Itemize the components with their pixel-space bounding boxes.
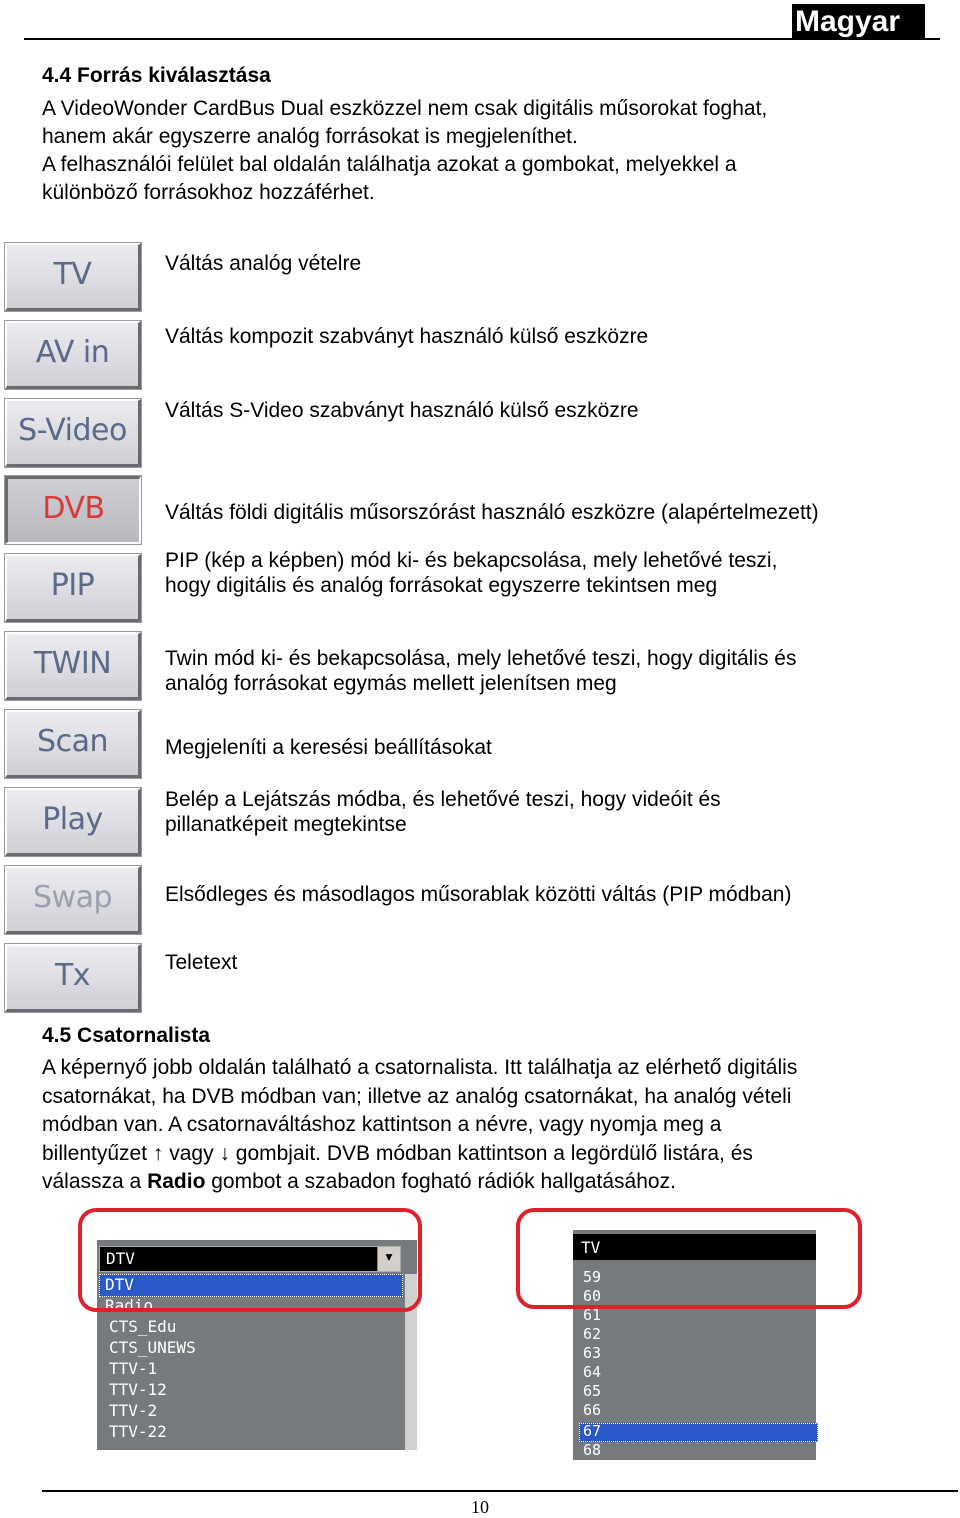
page-number: 10 [471, 1497, 489, 1517]
intro-line: A felhasználói felület bal oldalán találhatja azokat a gombokat, melyekkel a [42, 153, 737, 176]
twin-description [165, 646, 945, 696]
highlight-box-dvb [78, 1208, 422, 1312]
dvb-option[interactable]: TTV-22 [109, 1422, 167, 1441]
tv-channel[interactable]: 61 [583, 1306, 602, 1324]
section-title-source: 4.4 Forrás kiválasztása [42, 64, 271, 87]
arrow-down-icon: ↓ [219, 1141, 230, 1165]
channel-line-part: gombjait. DVB módban kattintson a legördülő listára, és [229, 1141, 753, 1165]
play-button-label: Play [42, 802, 103, 837]
twin-button-label: TWIN [33, 646, 112, 681]
tv-channel[interactable]: 65 [583, 1382, 602, 1400]
scan-description: Megjeleníti a keresési beállításokat [165, 736, 492, 759]
radio-keyword: Radio [147, 1170, 206, 1193]
twin-description-line: analóg forrásokat egymás mellett jelenítsen meg [165, 672, 617, 695]
teletext-button[interactable] [5, 944, 141, 1012]
tv-channel[interactable]: 62 [583, 1325, 602, 1343]
channel-list-paragraph [42, 1054, 942, 1197]
dvb-description: Váltás földi digitális műsorszórást használó eszközre (alapértelmezett) [165, 501, 819, 524]
tv-button[interactable] [5, 243, 141, 311]
chevron-down-icon: ▼ [383, 1250, 395, 1264]
pip-description-line: PIP (kép a képben) mód ki- és bekapcsolása, mely lehetővé teszi, [165, 549, 778, 572]
source-dropdown-value: DTV [106, 1249, 135, 1268]
tv-selected-row [579, 1423, 818, 1442]
dvb-option[interactable]: CTS_Edu [109, 1317, 177, 1336]
intro-line: különböző forrásokhoz hozzáférhet. [42, 181, 375, 204]
highlight-box-tv [516, 1208, 862, 1309]
pip-button[interactable] [5, 554, 141, 622]
pip-description-line: hogy digitális és analóg forrásokat egyszerre tekintsen meg [165, 574, 718, 597]
channel-line: A képernyő jobb oldalán található a csatornalista. Itt találhatja az elérhető digitális [42, 1056, 798, 1079]
dvb-option[interactable]: DTV [105, 1275, 134, 1294]
dvb-option[interactable]: TTV-1 [109, 1359, 158, 1378]
intro-paragraph [42, 95, 942, 207]
av-in-button[interactable] [5, 321, 141, 389]
play-description [165, 787, 945, 837]
scan-button-label: Scan [37, 724, 108, 759]
tv-channel[interactable]: 64 [583, 1363, 602, 1381]
swap-button[interactable] [5, 866, 141, 934]
intro-line: A VideoWonder CardBus Dual eszközzel nem csak digitális műsorokat foghat, [42, 97, 768, 120]
channel-line [42, 1170, 676, 1193]
channel-line: módban van. A csatornaváltáshoz kattintson a névre, vagy nyomja meg a [42, 1113, 722, 1136]
arrow-up-icon: ↑ [152, 1141, 164, 1165]
teletext-button-label: Tx [54, 958, 91, 993]
dvb-option[interactable]: TTV-12 [109, 1380, 167, 1399]
tv-channel[interactable]: 60 [583, 1287, 602, 1305]
swap-button-label: Swap [32, 880, 112, 915]
tv-channel[interactable]: 63 [583, 1344, 602, 1362]
tv-button-label: TV [53, 257, 92, 292]
channel-line-part: gombot a szabadon fogható rádiók hallgatásához. [205, 1170, 676, 1193]
twin-description-line: Twin mód ki- és bekapcsolása, mely lehetővé teszi, hogy digitális és [165, 647, 797, 670]
s-video-button[interactable] [5, 399, 141, 467]
play-description-line: pillanatképeit megtekintse [165, 813, 407, 836]
intro-line: hanem akár egyszerre analóg forrásokat is megjeleníthet. [42, 125, 578, 148]
dvb-button[interactable] [5, 476, 141, 544]
channel-line [42, 1142, 753, 1165]
tv-description: Váltás analóg vételre [165, 252, 362, 275]
channel-line-part: válassza a [42, 1170, 148, 1193]
twin-button[interactable] [5, 632, 141, 700]
tv-channel[interactable]: 66 [583, 1401, 602, 1419]
dvb-option[interactable]: Radio [105, 1296, 154, 1315]
s-video-description: Váltás S-Video szabványt használó külső eszközre [165, 399, 639, 422]
teletext-description: Teletext [165, 951, 238, 974]
tv-channel[interactable]: 67 [583, 1422, 602, 1440]
dvb-option[interactable]: TTV-2 [109, 1401, 158, 1420]
channel-line-part: vagy [163, 1141, 220, 1165]
dvb-option[interactable]: CTS_UNEWS [109, 1338, 196, 1357]
footer-rule [42, 1490, 958, 1492]
play-description-line: Belép a Lejátszás módba, és lehetővé teszi, hogy videóit és [165, 788, 721, 811]
tv-source-label: TV [581, 1238, 601, 1257]
section-title-channel-list: 4.5 Csatornalista [42, 1024, 211, 1047]
swap-description: Elsődleges és másodlagos műsorablak közötti váltás (PIP módban) [165, 883, 792, 906]
channel-line: csatornákat, ha DVB módban van; illetve az analóg csatornákat, ha analóg vételi [42, 1084, 792, 1108]
tv-channel[interactable]: 68 [583, 1441, 602, 1459]
scan-button[interactable] [5, 710, 141, 778]
tv-channel[interactable]: 59 [583, 1268, 602, 1286]
language-tag: Magyar [792, 4, 925, 40]
s-video-button-label: S-Video [18, 413, 127, 448]
av-in-button-label: AV in [35, 335, 110, 370]
pip-description [165, 548, 945, 598]
dvb-button-label: DVB [42, 491, 105, 526]
play-button[interactable] [5, 788, 141, 856]
pip-button-label: PIP [50, 568, 95, 603]
av-in-description: Váltás kompozit szabványt használó külső eszközre [165, 325, 649, 348]
channel-line-part: billentyűzet [42, 1141, 153, 1165]
